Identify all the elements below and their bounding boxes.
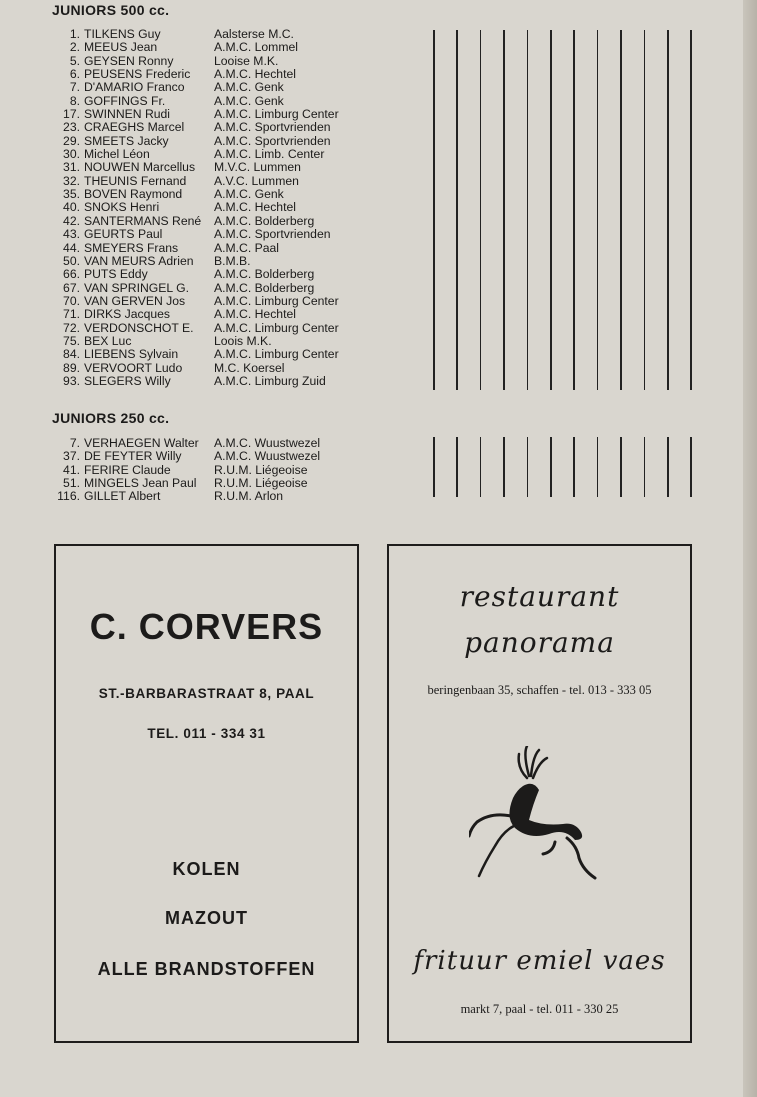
rider-club: M.V.C. Lummen (214, 160, 301, 175)
rider-number: 66. (63, 267, 80, 282)
rider-name: DIRKS Jacques (84, 307, 171, 322)
juniors-500-title: JUNIORS 500 cc. (52, 2, 170, 18)
frituur-address: markt 7, paal - tel. 011 - 330 25 (460, 1002, 619, 1016)
lap-line (433, 30, 435, 390)
lap-line (597, 30, 599, 390)
rider-name: TILKENS Guy (84, 27, 161, 41)
rider-name: GEYSEN Ronny (84, 53, 174, 68)
ad-panorama (387, 544, 692, 1043)
rider-row (52, 375, 382, 388)
corvers-phone: TEL. 011 - 334 31 (147, 726, 266, 741)
rider-number: 23. (63, 120, 80, 135)
rider-number: 51. (63, 476, 80, 491)
lap-line (644, 30, 646, 390)
lap-line (620, 30, 622, 390)
rider-row (52, 450, 382, 463)
rider-row (52, 268, 382, 281)
rider-number: 72. (63, 320, 80, 335)
rider-number: 44. (63, 240, 80, 255)
rider-name: THEUNIS Fernand (84, 173, 187, 188)
panorama-address: beringenbaan 35, schaffen - tel. 013 - 333 05 (427, 683, 652, 697)
rider-club: A.M.C. Genk (214, 93, 284, 108)
rider-name: VERHAEGEN Walter (84, 436, 199, 450)
corvers-product-kolen: KOLEN (172, 859, 241, 879)
rider-number: 6. (69, 67, 80, 82)
rider-name: PEUSENS Frederic (84, 67, 191, 82)
rider-row (52, 282, 382, 295)
rider-name: BEX Luc (84, 333, 132, 348)
lap-line (597, 437, 599, 497)
lap-line (527, 437, 529, 497)
rider-club: A.M.C. Paal (214, 240, 280, 255)
rider-club: A.M.C. Wuustwezel (214, 436, 321, 450)
rider-row (52, 477, 382, 490)
rider-row (52, 108, 382, 121)
rider-row (52, 228, 382, 241)
lap-line (503, 437, 505, 497)
rider-club: A.M.C. Genk (214, 80, 284, 95)
rider-number: 84. (63, 347, 80, 362)
rider-number: 42. (63, 213, 80, 228)
rider-number: 70. (63, 293, 80, 308)
rider-club: A.M.C. Limb. Center (214, 147, 325, 162)
panorama-name: panorama (464, 626, 615, 659)
rider-name: VAN GERVEN Jos (84, 293, 186, 308)
rider-club: A.M.C. Hechtel (214, 200, 296, 215)
rider-club: A.M.C. Bolderberg (214, 213, 315, 228)
rider-row (52, 255, 382, 268)
rider-club: A.M.C. Bolderberg (214, 267, 315, 282)
rider-name: SLEGERS Willy (84, 373, 171, 388)
rider-club: Aalsterse M.C. (214, 27, 294, 41)
lap-line (456, 30, 458, 390)
rider-row (52, 95, 382, 108)
rider-number: 43. (63, 227, 80, 242)
corvers-product-mazout: MAZOUT (165, 908, 248, 928)
rider-club: M.C. Koersel (214, 360, 285, 375)
lap-line (690, 30, 692, 390)
rider-name: SNOKS Henri (84, 200, 160, 215)
lap-line (644, 437, 646, 497)
rider-number: 93. (63, 373, 80, 388)
rider-row (52, 28, 382, 41)
rider-club: A.M.C. Sportvrienden (214, 133, 331, 148)
panorama-restaurant: restaurant (459, 580, 620, 613)
juniors-250-list (52, 437, 382, 504)
lap-line (456, 437, 458, 497)
rider-name: LIEBENS Sylvain (84, 347, 179, 362)
rider-number: 67. (63, 280, 80, 295)
rider-name: VAN MEURS Adrien (84, 253, 194, 268)
rider-name: GILLET Albert (84, 489, 161, 504)
rider-club: A.M.C. Genk (214, 187, 284, 202)
rider-row (52, 201, 382, 214)
rider-club: R.U.M. Liégeoise (214, 476, 308, 491)
rider-name: Michel Léon (84, 147, 150, 162)
rider-club: A.M.C. Limburg Center (214, 347, 339, 362)
rider-row (52, 175, 382, 188)
frituur-name: frituur emiel vaes (413, 946, 666, 976)
rider-number: 71. (63, 307, 80, 322)
rider-name: VERVOORT Ludo (84, 360, 183, 375)
rider-number: 40. (63, 200, 80, 215)
lap-line (690, 437, 692, 497)
rider-number: 89. (63, 360, 80, 375)
lap-line (573, 30, 575, 390)
rider-row (52, 464, 382, 477)
rider-row (52, 148, 382, 161)
rider-club: A.M.C. Limburg Zuid (214, 373, 326, 388)
rider-name: SMEYERS Frans (84, 240, 179, 255)
rider-name: CRAEGHS Marcel (84, 120, 185, 135)
corvers-address: ST.-BARBARASTRAAT 8, PAAL (98, 686, 315, 701)
rider-name: FERIRE Claude (84, 462, 171, 477)
rider-name: BOVEN Raymond (84, 187, 183, 202)
rider-name: MEEUS Jean (84, 40, 158, 55)
rider-club: A.M.C. Bolderberg (214, 280, 315, 295)
lap-line (620, 437, 622, 497)
lap-line (667, 437, 669, 497)
rider-row (52, 295, 382, 308)
rider-number: 17. (63, 107, 80, 122)
rider-club: R.U.M. Arlon (214, 489, 284, 504)
rider-club: A.M.C. Limburg Center (214, 320, 339, 335)
rider-number: 41. (63, 462, 80, 477)
rider-club: A.M.C. Lommel (214, 40, 298, 55)
rider-name: SANTERMANS René (84, 213, 202, 228)
rider-name: GEURTS Paul (84, 227, 163, 242)
rider-club: A.M.C. Sportvrienden (214, 120, 331, 135)
rider-row (52, 242, 382, 255)
rider-club: A.M.C. Hechtel (214, 307, 296, 322)
rider-club: A.M.C. Limburg Center (214, 107, 339, 122)
rider-number: 1. (69, 27, 80, 41)
rider-number: 50. (63, 253, 80, 268)
rider-number: 2. (69, 40, 80, 55)
rider-row (52, 55, 382, 68)
rider-row (52, 362, 382, 375)
rider-row (52, 490, 382, 503)
rider-row (52, 335, 382, 348)
rider-number: 7. (69, 436, 80, 450)
rider-name: D'AMARIO Franco (84, 80, 185, 95)
rider-number: 32. (63, 173, 80, 188)
rider-name: SWINNEN Rudi (84, 107, 171, 122)
rider-club: A.M.C. Wuustwezel (214, 449, 321, 464)
deer-logo (469, 746, 609, 886)
rider-name: GOFFINGS Fr. (84, 93, 166, 108)
corvers-title: C. CORVERS (89, 606, 324, 647)
lap-line (573, 437, 575, 497)
rider-club: A.M.C. Hechtel (214, 67, 296, 82)
rider-name: SMEETS Jacky (84, 133, 169, 148)
rider-number: 31. (63, 160, 80, 175)
rider-club: A.M.C. Sportvrienden (214, 227, 331, 242)
rider-row (52, 81, 382, 94)
rider-club: B.M.B. (214, 253, 251, 268)
rider-number: 75. (63, 333, 80, 348)
rider-number: 7. (69, 80, 80, 95)
rider-club: R.U.M. Liégeoise (214, 462, 308, 477)
rider-name: MINGELS Jean Paul (84, 476, 197, 491)
rider-number: 29. (63, 133, 80, 148)
rider-row (52, 41, 382, 54)
rider-row (52, 308, 382, 321)
rider-row (52, 437, 382, 450)
rider-number: 5. (69, 53, 80, 68)
rider-row (52, 188, 382, 201)
lap-line (480, 437, 482, 497)
corvers-product-brandstoffen: ALLE BRANDSTOFFEN (97, 959, 316, 979)
rider-number: 30. (63, 147, 80, 162)
rider-row (52, 322, 382, 335)
rider-row (52, 121, 382, 134)
lap-line (527, 30, 529, 390)
rider-number: 116. (57, 489, 80, 504)
rider-row (52, 161, 382, 174)
juniors-250-title: JUNIORS 250 cc. (52, 410, 170, 426)
rider-row (52, 135, 382, 148)
rider-club: A.V.C. Lummen (214, 173, 299, 188)
rider-row (52, 348, 382, 361)
rider-name: DE FEYTER Willy (84, 449, 182, 464)
lap-line (550, 437, 552, 497)
lap-line (433, 437, 435, 497)
rider-name: VAN SPRINGEL G. (84, 280, 189, 295)
lap-line (667, 30, 669, 390)
rider-name: VERDONSCHOT E. (84, 320, 194, 335)
page-edge (743, 0, 757, 1097)
rider-club: Looise M.K. (214, 53, 279, 68)
juniors-500-list (52, 28, 382, 388)
rider-row (52, 215, 382, 228)
rider-club: A.M.C. Limburg Center (214, 293, 339, 308)
rider-club: Loois M.K. (214, 333, 272, 348)
rider-number: 8. (69, 93, 80, 108)
rider-number: 35. (63, 187, 80, 202)
ad-corvers (54, 544, 359, 1043)
rider-row (52, 68, 382, 81)
lap-line (480, 30, 482, 390)
rider-number: 37. (63, 449, 80, 464)
lap-line (503, 30, 505, 390)
rider-name: NOUWEN Marcellus (84, 160, 196, 175)
rider-name: PUTS Eddy (84, 267, 148, 282)
lap-line (550, 30, 552, 390)
